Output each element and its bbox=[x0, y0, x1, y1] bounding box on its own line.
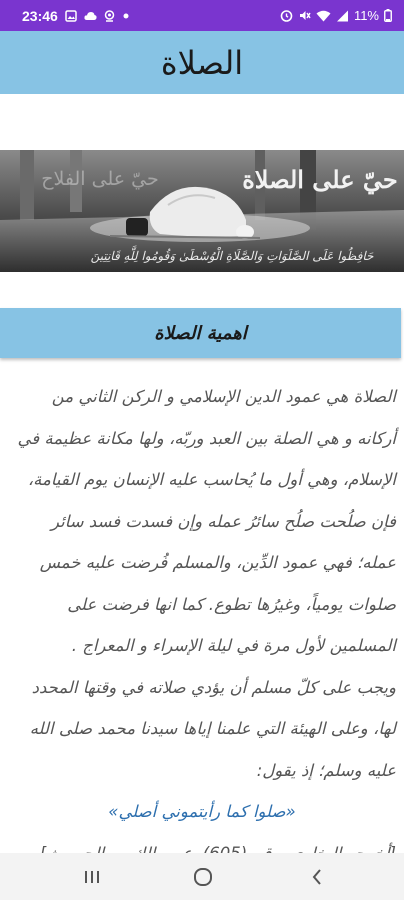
notification-dot-icon bbox=[122, 12, 130, 20]
gallery-icon bbox=[65, 10, 77, 22]
banner-verse: حَافِظُوا عَلَى الصَّلَوَاتِ وَالصَّلَاةِ الْوُسْطَىٰ وَقُومُوا لِلَّهِ قَانِتِينَ bbox=[90, 249, 374, 263]
status-bar bbox=[0, 0, 404, 31]
mute-icon bbox=[298, 9, 311, 22]
location-icon bbox=[104, 10, 115, 22]
back-icon bbox=[311, 868, 323, 886]
battery-percent: 11% bbox=[353, 8, 379, 23]
back-button[interactable] bbox=[303, 863, 331, 891]
signal-icon bbox=[336, 10, 349, 22]
navigation-bar bbox=[0, 853, 404, 900]
paragraph-importance: الصلاة هي عمود الدين الإسلامي و الركن الثاني من أركانه و هي الصلة بين العبد وربّه، ولها مكانة عظيمة في الإسلام، وهي أول ما يُحاسب عليه الإنسان يوم القيامة، فإن صلُحت صلُح سائرُ عمله وإن فسدت فسد سائر عمله؛ فهي عمود الدِّين، والمسلم فُرضت عليه خمس صلوات يومياً، وغيرُها تطوع. كما انها فرضت على المسلمين لأول مرة في ليلة الإسراء و المعراج . bbox=[17, 387, 396, 655]
wifi-icon bbox=[316, 10, 331, 22]
section-title: اهمية الصلاة bbox=[154, 322, 247, 344]
cloud-icon bbox=[84, 11, 97, 21]
page-title: الصلاة bbox=[160, 43, 244, 82]
home-button[interactable] bbox=[189, 863, 217, 891]
section-header bbox=[0, 308, 401, 358]
hadith-quote: «صلوا كما رأيتموني أصلي» bbox=[108, 802, 296, 821]
article-content bbox=[8, 376, 396, 874]
recent-apps-icon bbox=[83, 869, 101, 885]
banner-headline: حيّ على الصلاة bbox=[242, 165, 398, 194]
app-bar bbox=[0, 31, 404, 94]
paragraph-obligation: ويجب على كلّ مسلم أن يؤدي صلاته في وقتها المحدد لها، وعلى الهيئة التي علمنا إياها سيدنا محمد صلى الله عليه وسلم؛ إذ يقول: bbox=[29, 677, 396, 780]
battery-icon bbox=[384, 9, 392, 22]
alarm-icon bbox=[280, 9, 293, 22]
status-time: 23:46 bbox=[22, 7, 58, 24]
home-icon bbox=[193, 867, 213, 887]
prayer-banner-image bbox=[0, 150, 404, 272]
recent-apps-button[interactable] bbox=[78, 863, 106, 891]
banner-left-calligraphy: حيّ على الفلاح bbox=[41, 168, 159, 190]
